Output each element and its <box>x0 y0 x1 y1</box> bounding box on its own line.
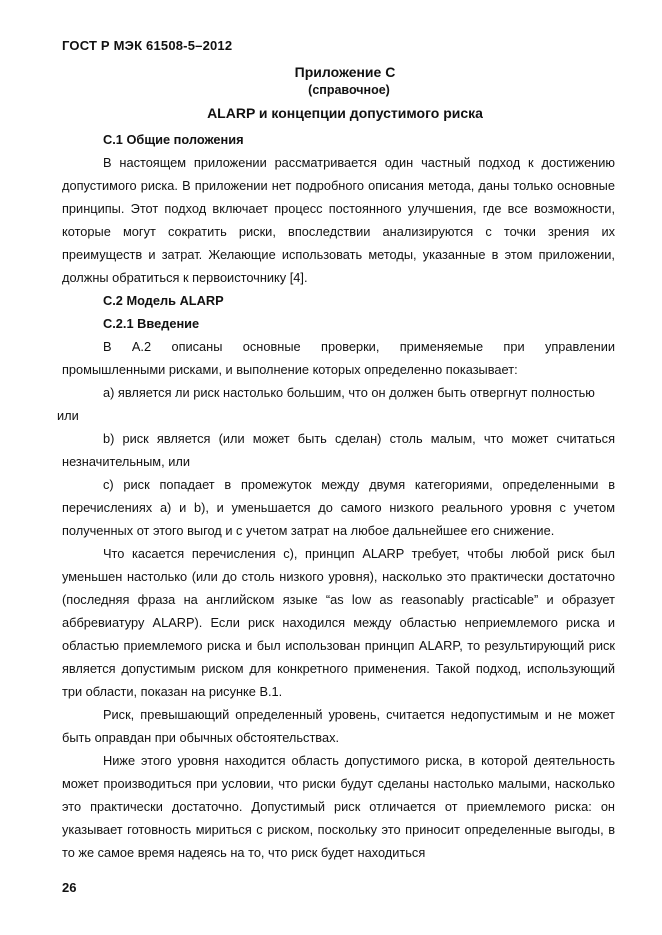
appendix-title: Приложение С <box>294 64 396 80</box>
document-body <box>57 128 615 864</box>
section-c1-paragraph: В настоящем приложении рассматривается один частный подход к достижению допустимого риска. В приложении нет подробного описания метода, даны только основные принципы. Этот подход включает процесс постоянного улучшения, где все возможности, которые могут сократить риски, впоследствии анализируются с точки зрения их преимуществ и затрат. Желающие использовать методы, указанные в этом приложении, должны обратиться к первоисточнику [4]. <box>62 155 615 285</box>
section-c1-title: С.1 Общие положения <box>103 132 244 147</box>
list-item-c: с) риск попадает в промежуток между двумя категориями, определенными в перечислениях а) и b), и уменьшается до самого низкого реального уровня с учетом полученных от этого выгод и с учетом затрат на любое дальнейшее его снижение. <box>62 477 615 538</box>
list-item-a-continuation: или <box>57 408 79 423</box>
paragraph-alarp: Что касается перечисления с), принцип ALARP требует, чтобы любой риск был уменьшен настолько (или до столь низкого уровня), насколько это практически достаточно (последняя фраза на английском языке “as low as reasonably practicable” и образует аббревиатуру ALARP). Если риск находился между областью неприемлемого риска и областью приемлемого риска и был использован принцип ALARP, то результирующий риск является допустимым риском для конкретного применения. Такой подход, использующий три области, показан на рисунке В.1. <box>62 546 615 699</box>
appendix-heading: ALARP и концепции допустимого риска <box>207 105 483 121</box>
intro-line-1: В А.2 описаны основные проверки, применяемые при управлении <box>103 339 615 354</box>
list-item-b: b) риск является (или может быть сделан) столь малым, что может считаться незначительным, или <box>62 431 615 469</box>
paragraph-unacceptable-risk: Риск, превышающий определенный уровень, считается недопустимым и не может быть оправдан при обычных обстоятельствах. <box>62 707 615 745</box>
paragraph-tolerable-region: Ниже этого уровня находится область допустимого риска, в которой деятельность может производиться при условии, что риски будут сделаны настолько малыми, насколько это практически достаточно. Допустимый риск отличается от приемлемого риска: он указывает готовность мириться с риском, поскольку это приносит определенные выгоды, в то же самое время надеясь на то, что риск будет находиться <box>62 753 615 860</box>
page-number: 26 <box>62 880 77 895</box>
standard-designation: ГОСТ Р МЭК 61508-5–2012 <box>62 38 233 53</box>
list-item-a: а) является ли риск настолько большим, что он должен быть отвергнут полностью <box>103 385 595 400</box>
appendix-subtitle: (справочное) <box>308 83 390 97</box>
section-c21-title: С.2.1 Введение <box>103 316 200 331</box>
intro-line-2: промышленными рисками, и выполнение которых определенно показывает: <box>62 362 518 377</box>
section-c2-title: С.2 Модель ALARP <box>103 293 224 308</box>
